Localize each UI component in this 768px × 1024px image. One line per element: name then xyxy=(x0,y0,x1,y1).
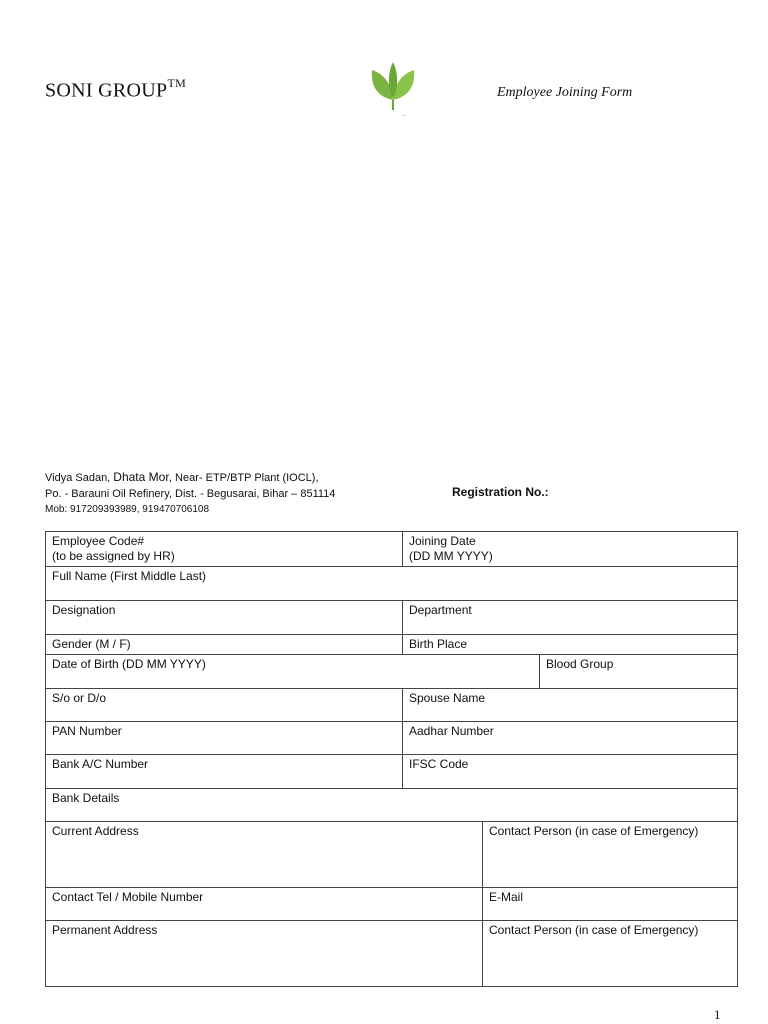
address-line-3: Mob: 917209393989, 919470706108 xyxy=(45,504,210,515)
table-row xyxy=(46,755,738,789)
address-line-1b: Dhata Mor, xyxy=(113,470,172,484)
table-row xyxy=(46,722,738,755)
joining-date-format: (DD MM YYYY) xyxy=(409,549,493,563)
table-row xyxy=(46,567,738,601)
form-title: Employee Joining Form xyxy=(497,85,633,100)
emergency-contact-1-label: Contact Person (in case of Emergency) xyxy=(489,824,699,838)
emergency-contact-2-field[interactable] xyxy=(483,921,738,987)
employee-code-note: (to be assigned by HR) xyxy=(52,549,175,563)
table-row xyxy=(46,888,738,921)
table-row xyxy=(46,921,738,987)
bank-details-label: Bank Details xyxy=(52,791,120,805)
full-name-field[interactable] xyxy=(46,567,738,601)
company-name xyxy=(45,78,186,103)
current-address-field[interactable] xyxy=(46,822,483,888)
table-row xyxy=(46,689,738,722)
email-field[interactable] xyxy=(483,888,738,921)
emergency-contact-1-field[interactable] xyxy=(483,822,738,888)
employee-code-field[interactable] xyxy=(46,532,403,567)
parent-name-field[interactable] xyxy=(46,689,403,722)
joining-date-label: Joining Date xyxy=(409,534,476,548)
company-name-text: SONI GROUP xyxy=(45,79,168,102)
ifsc-label: IFSC Code xyxy=(409,757,469,771)
table-row xyxy=(46,635,738,655)
ifsc-field[interactable] xyxy=(403,755,738,789)
employee-code-label: Employee Code# xyxy=(52,534,145,548)
table-row xyxy=(46,822,738,888)
table-row xyxy=(46,655,738,689)
emergency-contact-2-label: Contact Person (in case of Emergency) xyxy=(489,923,699,937)
birth-place-label: Birth Place xyxy=(409,637,468,651)
permanent-address-label: Permanent Address xyxy=(52,923,158,937)
bank-account-label: Bank A/C Number xyxy=(52,757,149,771)
blood-group-field[interactable] xyxy=(540,655,738,689)
dob-field[interactable] xyxy=(46,655,540,689)
parent-name-label: S/o or D/o xyxy=(52,691,107,705)
blood-group-label: Blood Group xyxy=(546,657,614,671)
aadhar-field[interactable] xyxy=(403,722,738,755)
contact-tel-label: Contact Tel / Mobile Number xyxy=(52,890,204,904)
email-label: E-Mail xyxy=(489,890,524,904)
page-number: 1 xyxy=(714,1007,721,1022)
joining-date-field[interactable] xyxy=(403,532,738,567)
gender-label: Gender (M / F) xyxy=(52,637,131,651)
contact-tel-field[interactable] xyxy=(46,888,483,921)
department-label: Department xyxy=(409,603,472,617)
pan-label: PAN Number xyxy=(52,724,122,738)
bank-account-field[interactable] xyxy=(46,755,403,789)
designation-field[interactable] xyxy=(46,601,403,635)
table-row xyxy=(46,789,738,822)
aadhar-label: Aadhar Number xyxy=(409,724,494,738)
spouse-name-field[interactable] xyxy=(403,689,738,722)
address-line-1 xyxy=(45,469,335,486)
full-name-label: Full Name (First Middle Last) xyxy=(52,569,207,583)
gender-field[interactable] xyxy=(46,635,403,655)
dob-label: Date of Birth (DD MM YYYY) xyxy=(52,657,206,671)
company-address xyxy=(45,469,335,518)
table-row xyxy=(46,601,738,635)
current-address-label: Current Address xyxy=(52,824,139,838)
address-line-2: Po. - Barauni Oil Refinery, Dist. - Begusarai, Bihar – 851114 xyxy=(45,488,336,500)
address-line-1c: Near- ETP/BTP Plant (IOCL), xyxy=(172,472,319,484)
table-row xyxy=(46,532,738,567)
birth-place-field[interactable] xyxy=(403,635,738,655)
registration-number-label: Registration No.: xyxy=(452,485,549,499)
trademark-mark: TM xyxy=(167,76,187,90)
spouse-name-label: Spouse Name xyxy=(409,691,486,705)
department-field[interactable] xyxy=(403,601,738,635)
green-leaf-logo-icon xyxy=(362,58,424,120)
designation-label: Designation xyxy=(52,603,116,617)
permanent-address-field[interactable] xyxy=(46,921,483,987)
address-line-1a: Vidya Sadan, xyxy=(45,472,114,484)
joining-form-table xyxy=(45,531,738,987)
bank-details-field[interactable] xyxy=(46,789,738,822)
svg-text:..: .. xyxy=(402,109,406,118)
pan-field[interactable] xyxy=(46,722,403,755)
